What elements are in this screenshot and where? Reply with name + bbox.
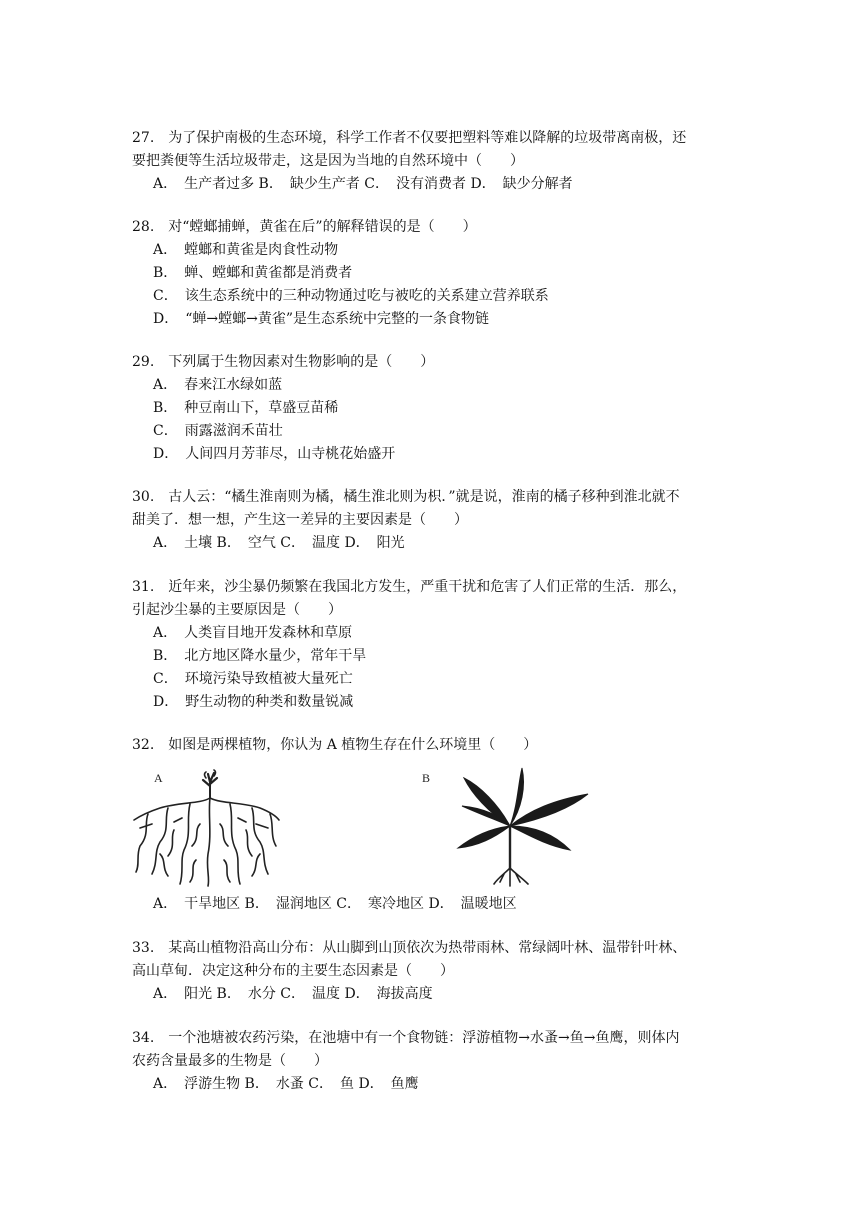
question-34 (132, 1027, 732, 1096)
question-31-option-b: B． 北方地区降水量少，常年干旱 (153, 648, 367, 664)
question-30-stem-line-2: 甜美了．想一想，产生这一差异的主要因素是（ ） (132, 512, 468, 528)
question-33-stem-line-1: 33. 某高山植物沿高山分布：从山脚到山顶依次为热带雨林、常绿阔叶林、温带针叶林、 (132, 940, 687, 956)
question-29-option-c: C． 雨露滋润禾苗壮 (153, 423, 283, 439)
question-32-stem: 32. 如图是两棵植物，你认为 A 植物生存在什么环境里（ ） (132, 737, 538, 753)
question-31-option-c: C． 环境污染导致植被大量死亡 (153, 671, 353, 687)
question-32 (132, 734, 732, 757)
question-29 (132, 351, 732, 466)
question-33 (132, 937, 732, 1006)
question-33-stem-line-2: 高山草甸．决定这种分布的主要生态因素是（ ） (132, 963, 454, 979)
plant-a-drawing (130, 764, 280, 888)
question-31-option-d: D． 野生动物的种类和数量锐减 (153, 694, 354, 710)
question-28-stem: 28. 对“螳螂捕蝉，黄雀在后”的解释错误的是（ ） (132, 219, 477, 235)
question-27 (132, 127, 732, 196)
question-32-options: A． 干旱地区 B． 湿润地区 C． 寒冷地区 D． 温暖地区 (153, 896, 517, 912)
question-31 (132, 576, 732, 714)
question-28-option-a: A． 螳螂和黄雀是肉食性动物 (153, 242, 339, 258)
question-28-option-c: C． 该生态系统中的三种动物通过吃与被吃的关系建立营养联系 (153, 288, 549, 304)
question-28-option-b: B． 蝉、螳螂和黄雀都是消费者 (153, 265, 353, 281)
question-31-stem-line-1: 31. 近年来，沙尘暴仍频繁在我国北方发生，严重干扰和危害了人们正常的生活．那么， (132, 579, 687, 595)
question-32-answers (132, 893, 732, 916)
plant-a-label: A (154, 771, 163, 785)
plant-b-leaves (458, 768, 588, 850)
question-34-stem-line-1: 34. 一个池塘被农药污染，在池塘中有一个食物链：浮游植物→水蚤→鱼→鱼鹰，则体内 (132, 1030, 680, 1046)
plant-b-drawing (418, 764, 593, 888)
question-31-stem-line-2: 引起沙尘暴的主要原因是（ ） (132, 602, 342, 618)
question-29-option-d: D． 人间四月芳菲尽，山寺桃花始盛开 (153, 446, 396, 462)
plant-a-figure (130, 764, 280, 888)
plant-b-label: B (422, 771, 431, 785)
question-34-stem-line-2: 农药含量最多的生物是（ ） (132, 1053, 328, 1069)
plant-b-stem-roots (494, 826, 528, 886)
question-28-option-d: D． “蝉→螳螂→黄雀”是生态系统中完整的一条食物链 (153, 311, 489, 327)
question-29-stem: 29. 下列属于生物因素对生物影响的是（ ） (132, 354, 435, 370)
question-31-option-a: A． 人类盲目地开发森林和草原 (153, 625, 353, 641)
question-29-option-a: A． 春来江水绿如蓝 (153, 377, 283, 393)
question-30-stem-line-1: 30. 古人云：“橘生淮南则为橘，橘生淮北则为枳．”就是说，淮南的橘子移种到淮北就不 (132, 489, 680, 505)
question-27-stem-line-1: 27. 为了保护南极的生态环境，科学工作者不仅要把塑料等难以降解的垃圾带离南极，还 (132, 130, 687, 146)
question-30 (132, 486, 732, 555)
question-30-options: A． 土壤 B． 空气 C． 温度 D． 阳光 (153, 535, 405, 551)
question-29-option-b: B． 种豆南山下，草盛豆苗稀 (153, 400, 339, 416)
question-27-stem-line-2: 要把粪便等生活垃圾带走，这是因为当地的自然环境中（ ） (132, 153, 524, 169)
plant-a-shoot (203, 770, 217, 798)
plant-b-figure (418, 764, 593, 888)
question-28 (132, 216, 732, 331)
question-27-options: A． 生产者过多 B． 缺少生产者 C． 没有消费者 D． 缺少分解者 (153, 176, 573, 192)
question-34-options: A． 浮游生物 B． 水蚤 C． 鱼 D． 鱼鹰 (153, 1076, 419, 1092)
question-33-options: A． 阳光 B． 水分 C． 温度 D． 海拔高度 (153, 986, 433, 1002)
plant-a-roots (134, 798, 279, 886)
